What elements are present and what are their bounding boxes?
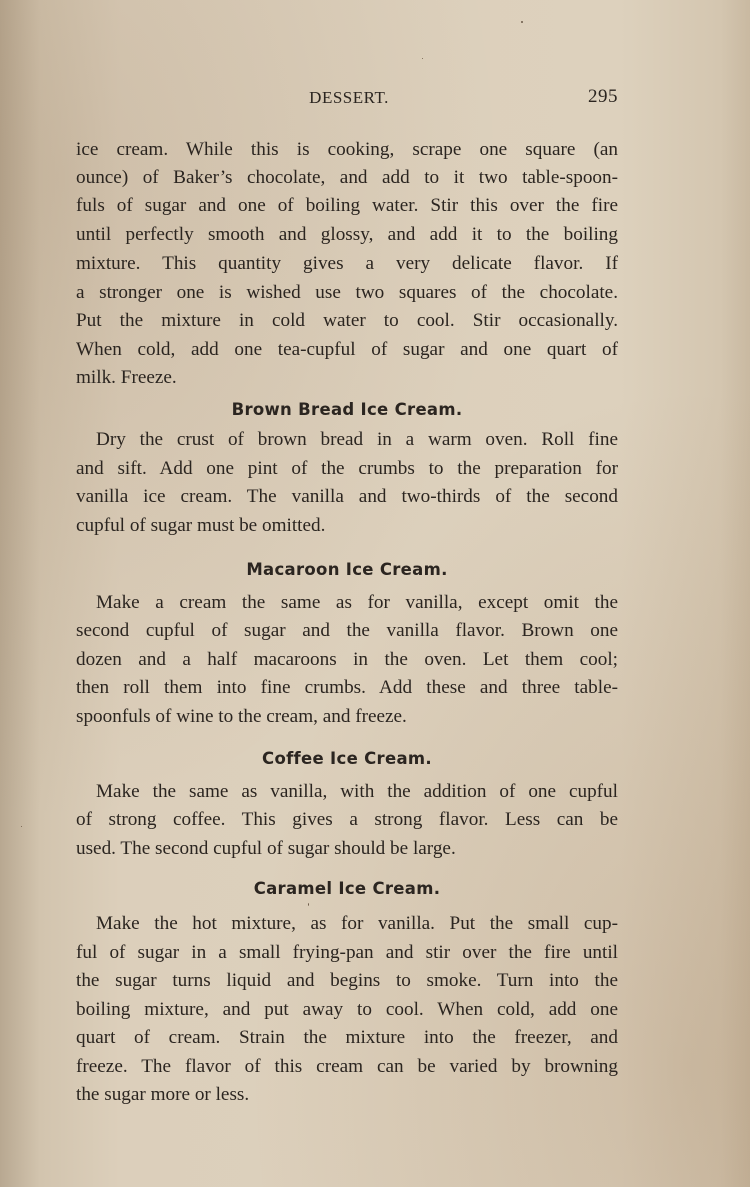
text-line: Make the hot mixture, as for vanilla. Put the small cup- <box>96 913 618 934</box>
text-line: spoonfuls of wine to the cream, and freeze. <box>76 706 407 727</box>
text-line: vanilla ice cream. The vanilla and two-thirds of the second <box>76 486 618 507</box>
text-line: second cupful of sugar and the vanilla flavor. Brown one <box>76 620 618 641</box>
paper-speck <box>308 903 309 906</box>
text-line: a stronger one is wished use two squares of the chocolate. <box>76 282 618 303</box>
text-line: ounce) of Baker’s chocolate, and add to it two table-spoon- <box>76 167 618 188</box>
text-line: Put the mixture in cold water to cool. Stir occasionally. <box>76 310 618 331</box>
text-line: and sift. Add one pint of the crumbs to the preparation for <box>76 458 618 479</box>
recipe-heading: Macaroon Ice Cream. <box>246 560 448 579</box>
paper-speck <box>21 826 22 827</box>
text-line: milk. Freeze. <box>76 367 177 388</box>
text-line: Dry the crust of brown bread in a warm oven. Roll fine <box>96 429 618 450</box>
text-line: the sugar more or less. <box>76 1084 250 1105</box>
text-line: freeze. The flavor of this cream can be varied by browning <box>76 1056 618 1077</box>
text-line: the sugar turns liquid and begins to smoke. Turn into the <box>76 970 618 991</box>
text-line: fuls of sugar and one of boiling water. Stir this over the fire <box>76 195 618 216</box>
text-line: Make a cream the same as for vanilla, except omit the <box>96 592 618 613</box>
running-head <box>76 86 622 112</box>
text-line: until perfectly smooth and glossy, and add it to the boiling <box>76 224 618 245</box>
paper-speck <box>422 58 423 59</box>
paper-speck <box>521 21 523 23</box>
text-line: dozen and a half macaroons in the oven. Let them cool; <box>76 649 618 670</box>
text-line: then roll them into fine crumbs. Add these and three table- <box>76 677 618 698</box>
text-line: ful of sugar in a small frying-pan and stir over the fire until <box>76 942 618 963</box>
text-line: used. The second cupful of sugar should be large. <box>76 838 456 859</box>
recipe-heading: Coffee Ice Cream. <box>262 749 432 768</box>
text-line: ice cream. While this is cooking, scrape one square (an <box>76 139 618 160</box>
text-line: Make the same as vanilla, with the addition of one cupful <box>96 781 618 802</box>
text-line: boiling mixture, and put away to cool. When cold, add one <box>76 999 618 1020</box>
recipe-heading: Caramel Ice Cream. <box>253 879 441 898</box>
running-title: DESSERT. <box>309 88 389 107</box>
text-line: When cold, add one tea-cupful of sugar and one quart of <box>76 339 618 360</box>
text-line: quart of cream. Strain the mixture into the freezer, and <box>76 1027 618 1048</box>
recipe-heading: Brown Bread Ice Cream. <box>231 400 463 419</box>
text-line: cupful of sugar must be omitted. <box>76 515 326 536</box>
text-line: of strong coffee. This gives a strong flavor. Less can be <box>76 809 618 830</box>
page-number: 295 <box>588 86 618 107</box>
text-line: mixture. This quantity gives a very delicate flavor. If <box>76 253 618 274</box>
